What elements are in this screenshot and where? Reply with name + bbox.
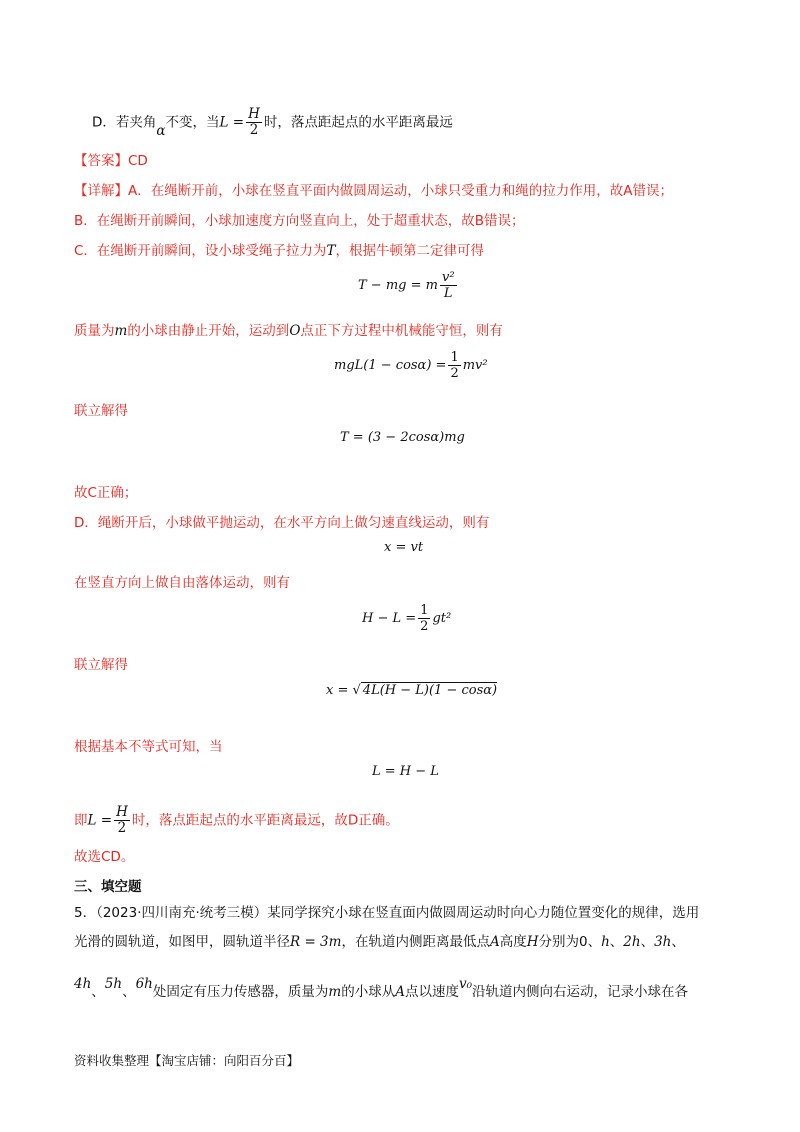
footer: 资料收集整理【淘宝店铺：向阳百分百】	[74, 1053, 300, 1068]
explanation-d: D．绳断开后，小球做平抛运动，在水平方向上做匀速直线运动，则有	[74, 515, 490, 531]
answer: 【答案】CD	[74, 153, 148, 169]
equation-vertical: H − L = $\frac{1}{2}$ gt²	[362, 603, 452, 634]
equation-energy: mgL(1 − cosα) = $\frac{1}{2}$ mv²	[334, 350, 488, 381]
conclusion-d: 即L = $\frac{H}{2}$ 时，落点距起点的水平距离最远，故D正确。	[74, 804, 399, 836]
q5-line2: 光滑的圆轨道，如图甲，圆轨道半径R = 3m，在轨道内侧距离最低点A高度H分别为0、h、2h、3h、	[74, 934, 685, 950]
q5-line1: 5．（2023·四川南充·统考三模）某同学探究小球在竖直面内做圆周运动时向心力随位置变化的规律，选用	[74, 905, 700, 921]
explanation-c: C．在绳断开前瞬间，设小球受绳子拉力为T，根据牛顿第二定律可得	[74, 243, 484, 259]
section-heading: 三、填空题	[74, 879, 142, 895]
inequality-line: 根据基本不等式可知，当	[74, 739, 223, 755]
option-d-fraction: $\frac{H}{2}$	[248, 106, 260, 138]
vertical-line: 在竖直方向上做自由落体运动，则有	[74, 575, 290, 591]
combine-1: 联立解得	[74, 403, 128, 419]
combine-2: 联立解得	[74, 657, 128, 673]
equation-distance: x = √ 4L(H − L)(1 − cosα)	[326, 683, 498, 698]
mass-line: 质量为m的小球由静止开始，运动到O点正下方过程中机械能守恒，则有	[74, 323, 503, 339]
explanation-a: 【详解】A．在绳断开前，小球在竖直平面内做圆周运动，小球只受重力和绳的拉力作用，故A错误；	[74, 183, 673, 199]
equation-tension: T = (3 − 2cosα)mg	[340, 430, 465, 445]
equation-horizontal: x = vt	[384, 540, 424, 555]
q5-line3: 4h、5h、6h处固定有压力传感器，质量为m的小球从A点以速度v₀沿轨道内侧向右运动，记录小球在各	[74, 976, 688, 1000]
equation-newton: T − mg = m $\frac{\text{v²}}{L}$	[358, 270, 455, 301]
equation-condition: L = H − L	[372, 764, 439, 779]
final-choice: 故选CD。	[74, 849, 135, 865]
c-correct: 故C正确；	[74, 485, 138, 501]
explanation-b: B．在绳断开前瞬间，小球加速度方向竖直向上，处于超重状态，故B错误；	[74, 213, 525, 229]
option-d: D．若夹角α不变，当L = $\frac{H}{2}$ 时，落点距起点的水平距离最远	[92, 106, 453, 139]
